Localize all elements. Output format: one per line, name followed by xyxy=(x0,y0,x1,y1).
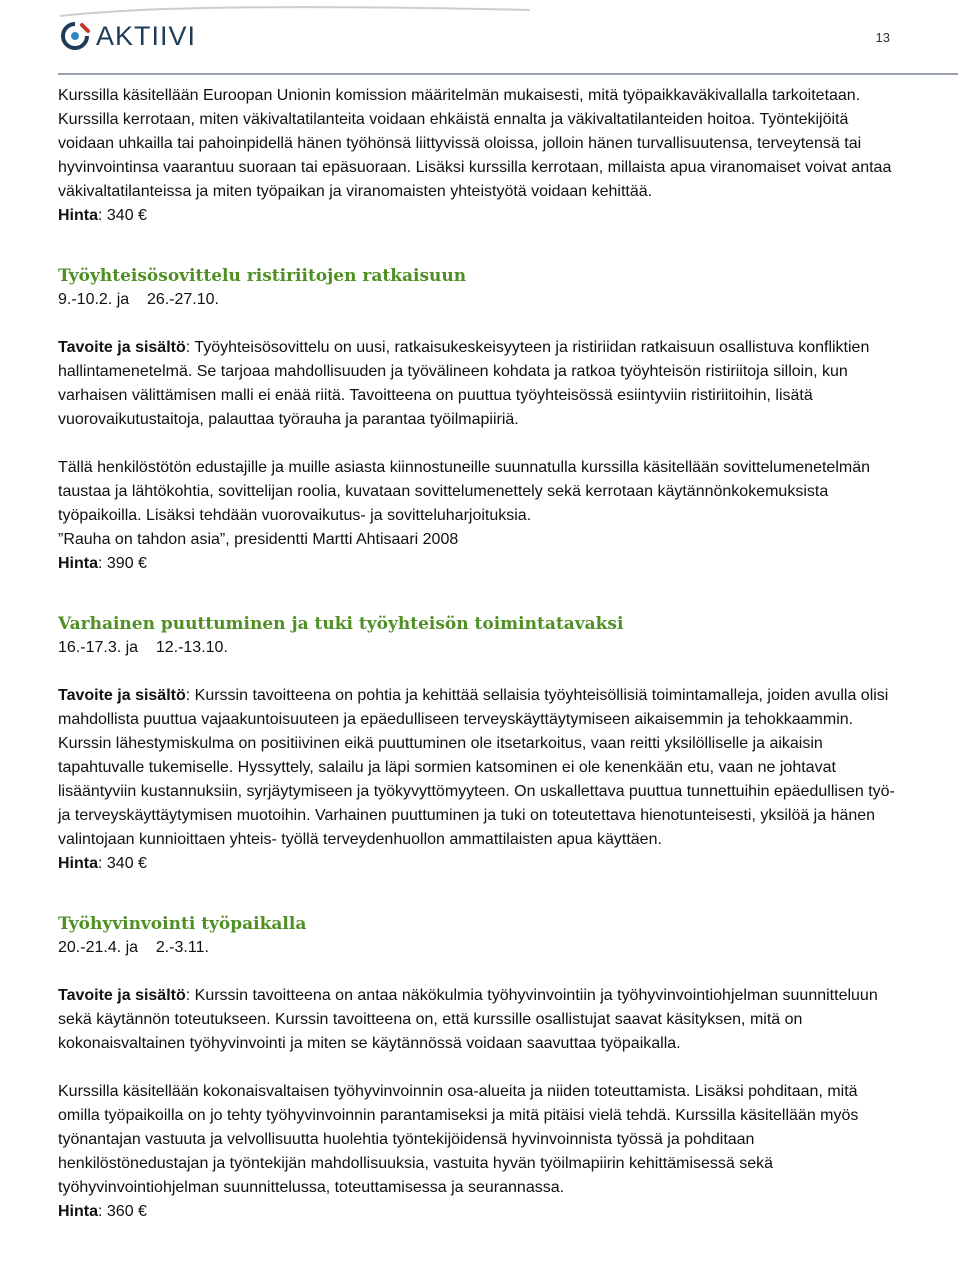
section-title-sovittelu: Työyhteisösovittelu ristiriitojen ratkaisuun xyxy=(58,266,467,286)
header-divider xyxy=(58,73,958,75)
section-goal xyxy=(58,984,900,1056)
goal-text: : Kurssin tavoitteena on antaa näkökulmia työhyvinvointiin ja työhyvinvointiohjelman suunnitteluun sekä käytännön toteutukseen. Kurssin tavoitteena on, että kurssille osallistujat saavat käsityksen, mitä on kokonaisvaltainen työhyvinvointi ja miten se käytännössä voidaan saavuttaa työpaikalla. xyxy=(58,987,878,1052)
logo-mark-icon xyxy=(60,21,90,51)
price-label: Hinta xyxy=(58,855,98,872)
section-title-varhainen-puuttuminen: Varhainen puuttuminen ja tuki työyhteisön toimintatavaksi xyxy=(58,614,624,634)
price-label: Hinta xyxy=(58,1203,98,1220)
section-goal xyxy=(58,684,900,852)
header-swoosh-decoration xyxy=(60,4,530,18)
section-extra-text: Tällä henkilöstötön edustajille ja muille asiasta kiinnostuneille suunnatulla kurssilla käsitellään sovittelumenetelmän taustaa ja lähtökohtia, sovittelijan roolia, kuvataan sovittelumenettely sekä kerrotaan käytännönkokemuksista työpaikoilla. Lisäksi tehdään vuorovaikutus- ja sovitteluharjoituksia. xyxy=(58,459,870,524)
section-extra-text: Kurssilla käsitellään kokonaisvaltaisen työhyvinvoinnin osa-alueita ja niiden toteuttamista. Lisäksi pohditaan, mitä omilla työpaikoilla on jo tehty työhyvinvoinnin parantamiseksi ja mitä pitäisi vielä tehdä. Kurssilla käsitellään myös työnantajan vastuuta ja velvollisuutta huolehtia työntekijöidensä hyvinvoinnista työssä ja pohditaan henkilöstönedustajan ja työntekijän mahdollisuuksia, vastuita hyvän työilmapiirin kehittämisessä sekä työhyvinvointiohjelman suunnittelussa, toteuttamisessa ja seurannassa. xyxy=(58,1083,859,1196)
goal-label: Tavoite ja sisältö xyxy=(58,687,186,704)
intro-price xyxy=(58,204,900,228)
price-value: : 340 € xyxy=(98,855,147,872)
section-title-tyohyvinvointi: Työhyvinvointi työpaikalla xyxy=(58,914,307,934)
logo-text: AKTIIVI xyxy=(96,20,197,51)
document-body xyxy=(58,84,900,1224)
price-label: Hinta xyxy=(58,207,98,224)
section-quote: ”Rauha on tahdon asia”, presidentti Martti Ahtisaari 2008 xyxy=(58,531,459,548)
goal-text: : Kurssin tavoitteena on pohtia ja kehittää sellaisia työyhteisöllisiä toimintamalleja, joiden avulla olisi mahdollista puuttua vajaakuntoisuuteen ja epäedulliseen terveyskäyttäytymiseen aikaisemmin ja tehokkaammin. Kurssin lähestymiskulma on positiivinen eikä puuttuminen ole itsetarkoitus, vaan reitti yksilölliselle ja aikaisin tapahtuvalle tukemiselle. Hyssyttely, salailu ja läpi sormien katsominen ei ole kenenkään etu, vaan ne johtavat lisääntyviin kustannuksiin, syrjäytymiseen ja työkyvyttömyyteen. On uskallettava puuttua tunnettuihin epäedullisen työ- ja terveyskäyttäytymisen muotoihin. Varhainen puuttuminen ja tuki on toteutettava hienotunteisesti, yksilöä ja hänen valintojaan kunnioittaen yhteis- työllä terveydenhuollon ammattilaisten apua käyttäen. xyxy=(58,687,895,848)
goal-text: : Työyhteisösovittelu on uusi, ratkaisukeskeisyyteen ja ristiriidan ratkaisuun osallistuva konfliktien hallintamenetelmä. Se tarjoaa mahdollisuuden ja työvälineen kohdata ja ratkoa työyhteisön ristiriitoja silloin, kun varhaisen välittämisen malli ei enää riitä. Tavoitteena on puuttua työyhteisössä esiintyviin ristiriitoihin, lisätä vuorovaikutustaitoja, palauttaa työrauha ja parantaa työilmapiiriä. xyxy=(58,339,870,428)
section-goal xyxy=(58,336,900,432)
goal-label: Tavoite ja sisältö xyxy=(58,987,186,1004)
page-header xyxy=(0,0,960,76)
section-dates: 9.-10.2. ja 26.-27.10. xyxy=(58,291,219,308)
section-price xyxy=(58,1200,900,1224)
price-value: : 340 € xyxy=(98,207,147,224)
price-value: : 390 € xyxy=(98,555,147,572)
price-label: Hinta xyxy=(58,555,98,572)
intro-paragraph: Kurssilla käsitellään Euroopan Unionin komission määritelmän mukaisesti, mitä työpaikkaväkivallalla tarkoitetaan. Kurssilla kerrotaan, miten väkivaltatilanteita voidaan ehkäistä ennalta ja väkivaltatilanteiden hoitoa. Työntekijöitä voidaan uhkailla tai pahoinpidellä hänen työhönsä liittyvissä oloissa, jolloin hänen turvallisuutensa, terveytensä tai hyvinvointinsa vaarantuu suoraan tai epäsuoraan. Lisäksi kurssilla kerrotaan, millaista apua viranomaiset voivat antaa väkivaltatilanteissa ja miten työpaikan ja viranomaisten yhteistyötä voidaan kehittää. xyxy=(58,87,892,200)
section-dates: 20.-21.4. ja 2.-3.11. xyxy=(58,939,209,956)
section-dates: 16.-17.3. ja 12.-13.10. xyxy=(58,639,228,656)
aktiivi-logo xyxy=(60,18,196,54)
section-price xyxy=(58,552,900,576)
goal-label: Tavoite ja sisältö xyxy=(58,339,186,356)
price-value: : 360 € xyxy=(98,1203,147,1220)
page-number: 13 xyxy=(875,30,890,45)
section-price xyxy=(58,852,900,876)
